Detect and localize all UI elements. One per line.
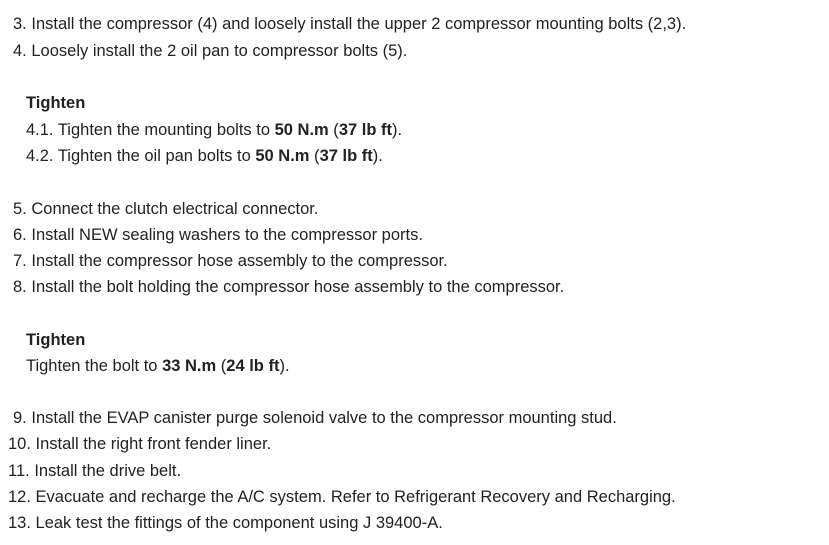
step-text: Install the EVAP canister purge solenoid valve to the compressor mounting stud. <box>31 409 617 427</box>
step-text: Loosely install the 2 oil pan to compressor bolts (5). <box>31 42 408 60</box>
torque-value-metric: 33 N.m <box>162 357 217 375</box>
step-number: 10. <box>8 435 31 453</box>
torque-instruction: Tighten the oil pan bolts to <box>57 147 256 165</box>
torque-instruction: Tighten the bolt to <box>26 357 163 375</box>
paren-open: ( <box>216 357 227 375</box>
step-5 <box>13 199 318 219</box>
step-number: 4.1. <box>26 121 54 139</box>
torque-value-imperial: 37 lb ft <box>319 147 373 165</box>
torque-instruction: Tighten the mounting bolts to <box>57 121 275 139</box>
step-text: Install the drive belt. <box>34 462 182 480</box>
step-number: 5. <box>13 200 27 218</box>
step-12 <box>8 487 676 507</box>
tighten-item-4-1 <box>26 120 402 140</box>
step-number: 11. <box>8 462 30 480</box>
step-number: 4. <box>13 42 27 60</box>
torque-value-metric: 50 N.m <box>255 147 310 165</box>
step-number: 7. <box>13 252 27 270</box>
tighten-heading: Tighten <box>26 331 86 349</box>
step-11 <box>8 461 181 481</box>
tighten-item-bolt <box>26 356 290 376</box>
step-3 <box>13 14 686 34</box>
step-number: 3. <box>13 15 27 33</box>
torque-value-metric: 50 N.m <box>274 121 329 139</box>
step-text: Install the bolt holding the compressor hose assembly to the compressor. <box>31 278 565 296</box>
tighten-heading: Tighten <box>26 94 86 112</box>
step-8 <box>13 277 564 297</box>
step-text: Install the right front fender liner. <box>35 435 272 453</box>
paren-open: ( <box>328 121 339 139</box>
step-number: 12. <box>8 488 31 506</box>
step-13 <box>8 513 443 533</box>
step-number: 13. <box>8 514 31 532</box>
paren-close: ). <box>392 121 403 139</box>
step-number: 8. <box>13 278 27 296</box>
step-10 <box>8 434 271 454</box>
paren-open: ( <box>309 147 320 165</box>
torque-value-imperial: 24 lb ft <box>226 357 280 375</box>
step-9 <box>13 408 617 428</box>
tighten-item-4-2 <box>26 146 383 166</box>
step-6 <box>13 225 423 245</box>
paren-close: ). <box>279 357 290 375</box>
step-text: Leak test the fittings of the component using J 39400-A. <box>35 514 443 532</box>
step-text: Evacuate and recharge the A/C system. Refer to Refrigerant Recovery and Recharging. <box>35 488 676 506</box>
step-number: 9. <box>13 409 27 427</box>
step-4 <box>13 41 407 61</box>
step-text: Connect the clutch electrical connector. <box>31 200 319 218</box>
step-number: 6. <box>13 226 27 244</box>
step-text: Install the compressor hose assembly to the compressor. <box>31 252 448 270</box>
step-7 <box>13 251 448 271</box>
step-text: Install the compressor (4) and loosely install the upper 2 compressor mounting bolts (2,3). <box>31 15 687 33</box>
step-number: 4.2. <box>26 147 54 165</box>
paren-close: ). <box>372 147 383 165</box>
step-text: Install NEW sealing washers to the compressor ports. <box>31 226 423 244</box>
torque-value-imperial: 37 lb ft <box>338 121 392 139</box>
